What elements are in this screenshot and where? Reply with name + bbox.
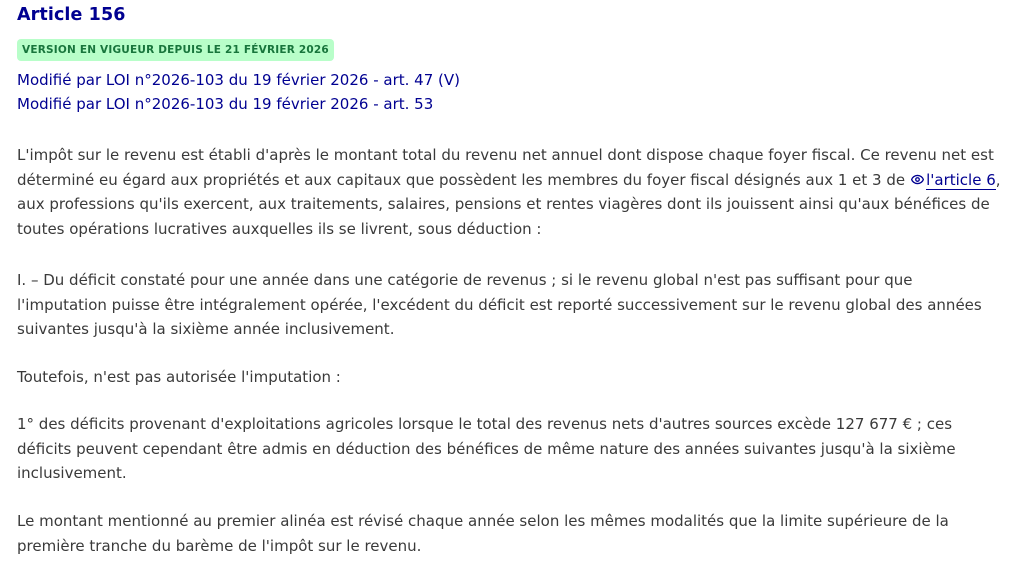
paragraph-4-line-3: inclusivement. [17,464,127,482]
paragraph-5-line-2: première tranche du barème de l'impôt sur le revenu. [17,536,422,555]
paragraph-2 [17,268,1017,342]
paragraph-3 [17,365,1017,390]
paragraph-5-line-1: Le montant mentionné au premier alinéa est révisé chaque année selon les mêmes modalités que la limite supérieure de la [17,512,949,530]
paragraph-2-line-3: suivantes jusqu'à la sixième année inclusivement. [17,320,395,338]
paragraph-4-line-2: déficits peuvent cependant être admis en déduction des bénéfices de même nature des années suivantes jusqu'à la sixième [17,439,956,458]
version-badge: VERSION EN VIGUEUR DEPUIS LE 21 FÉVRIER 2026 [17,39,334,61]
paragraph-1-line-1: L'impôt sur le revenu est établi d'après le montant total du revenu net annuel dont dispose chaque foyer fiscal. Ce revenu net est [17,146,994,164]
paragraph-5 [17,509,1017,558]
paragraph-1-line-3: aux professions qu'ils exercent, aux traitements, salaires, pensions et rentes viagères dont ils jouissent ainsi qu'aux bénéfices de [17,195,990,213]
paragraph-1-line-2-comma: , [995,170,1001,189]
paragraph-1 [17,143,1017,241]
eye-icon [911,173,924,186]
paragraph-4 [17,412,1017,486]
paragraph-2-line-1: I. – Du déficit constaté pour une année dans une catégorie de revenus ; si le revenu global n'est pas suffisant pour que [17,271,913,289]
modification-link-2[interactable]: Modifié par LOI n°2026-103 du 19 février 2026 - art. 53 [17,95,434,113]
paragraph-3-line-1: Toutefois, n'est pas autorisée l'imputation : [17,368,341,386]
modification-link-1[interactable]: Modifié par LOI n°2026-103 du 19 février 2026 - art. 47 (V) [17,71,460,89]
paragraph-1-line-2-text: déterminé eu égard aux propriétés et aux capitaux que possèdent les membres du foyer fiscal désignés aux 1 et 3 de [17,170,906,189]
paragraph-2-line-2: l'imputation puisse être intégralement opérée, l'excédent du déficit est reporté successivement sur le revenu global des années [17,295,982,314]
article-6-link[interactable]: l'article 6 [926,170,996,189]
paragraph-1-line-4: toutes opérations lucratives auxquelles ils se livrent, sous déduction : [17,219,542,238]
paragraph-4-line-1: 1° des déficits provenant d'exploitations agricoles lorsque le total des revenus nets d'autres sources excède 127 677 € ; ces [17,415,953,433]
article-title: Article 156 [17,5,126,25]
paragraph-1-line-2 [17,168,1017,193]
